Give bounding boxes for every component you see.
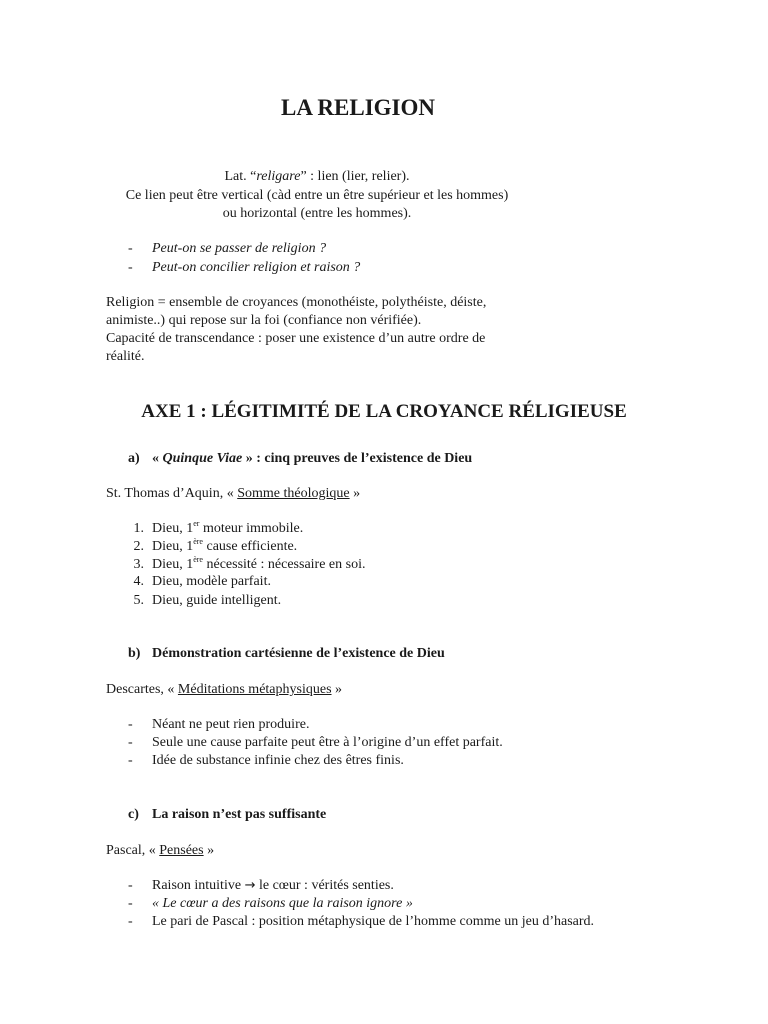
proof-text: nécessité : nécessaire en soi. xyxy=(202,557,366,572)
point-bullet: - xyxy=(128,896,133,911)
source-work-title: Somme théologique xyxy=(237,486,350,501)
source-pascal xyxy=(106,842,214,860)
source-prefix: St. Thomas d’Aquin, « xyxy=(106,486,238,501)
source-suffix: » xyxy=(203,843,215,858)
question-item: Peut-on concilier religion et raison ? xyxy=(152,260,361,275)
proof-text: Dieu, 1 xyxy=(152,521,194,536)
proof-text: cause efficiente. xyxy=(202,539,298,554)
etymology-suffix: ” : lien (lier, relier). xyxy=(300,169,410,184)
point-item: Néant ne peut rien produire. xyxy=(152,717,310,732)
proof-item xyxy=(152,520,303,538)
point-bullet: - xyxy=(128,878,133,893)
proof-text: moteur immobile. xyxy=(199,521,304,536)
source-suffix: » xyxy=(331,682,343,697)
proof-number: 2. xyxy=(133,539,144,554)
proof-superscript: ère xyxy=(193,537,203,546)
proof-text: Dieu, 1 xyxy=(152,539,194,554)
subsection-label-c: c) xyxy=(128,807,139,822)
point-bullet: - xyxy=(128,717,133,732)
section-title-axe-1: AXE 1 : LÉGITIMITÉ DE LA CROYANCE RÉLIGIEUSE xyxy=(141,401,627,422)
proof-superscript: er xyxy=(193,519,200,528)
source-suffix: » xyxy=(349,486,361,501)
subsection-label-a: a) xyxy=(128,451,140,466)
proof-item: Dieu, guide intelligent. xyxy=(152,593,282,608)
definition-line: animiste..) qui repose sur la foi (confiance non vérifiée). xyxy=(106,313,422,328)
etymology-word: religare xyxy=(256,169,301,184)
question-bullet: - xyxy=(128,241,133,256)
right-arrow-icon: → xyxy=(244,878,256,893)
proof-item xyxy=(152,538,297,556)
point-item: Seule une cause parfaite peut être à l’origine d’un effet parfait. xyxy=(152,735,503,750)
subsection-heading-a xyxy=(152,450,472,468)
proof-item: Dieu, modèle parfait. xyxy=(152,574,271,589)
quinque-viae-title: Quinque Viae xyxy=(162,451,243,466)
source-prefix: Pascal, « xyxy=(106,843,160,858)
heading-rest: » : cinq preuves de l’existence de Dieu xyxy=(242,451,473,466)
point-text: Raison intuitive xyxy=(152,878,245,893)
proof-number: 5. xyxy=(133,593,144,608)
definition-line: Religion = ensemble de croyances (monothéiste, polythéiste, déiste, xyxy=(106,295,487,310)
definition-line: réalité. xyxy=(106,349,145,364)
etymology-line-2: Ce lien peut être vertical (càd entre un être supérieur et les hommes) xyxy=(125,188,509,203)
quote-open: « xyxy=(152,451,163,466)
point-item-quote: « Le cœur a des raisons que la raison ignore » xyxy=(152,896,413,911)
subsection-heading-c: La raison n’est pas suffisante xyxy=(152,807,327,822)
etymology-prefix: Lat. “ xyxy=(224,169,257,184)
proof-item xyxy=(152,556,365,574)
page-title: LA RELIGION xyxy=(280,95,435,120)
question-item: Peut-on se passer de religion ? xyxy=(152,241,327,256)
point-bullet: - xyxy=(128,735,133,750)
proof-number: 3. xyxy=(133,557,144,572)
subsection-label-b: b) xyxy=(128,646,141,661)
source-descartes xyxy=(106,681,342,699)
definition-line: Capacité de transcendance : poser une existence d’un autre ordre de xyxy=(106,331,486,346)
point-item: Le pari de Pascal : position métaphysique de l’homme comme un jeu d’hasard. xyxy=(152,914,595,929)
source-work-title: Pensées xyxy=(159,843,204,858)
point-bullet: - xyxy=(128,914,133,929)
etymology-line-3: ou horizontal (entre les hommes). xyxy=(222,206,412,221)
proof-superscript: ère xyxy=(193,555,203,564)
proof-number: 1. xyxy=(133,521,144,536)
point-bullet: - xyxy=(128,753,133,768)
proof-number: 4. xyxy=(133,574,144,589)
source-thomas xyxy=(106,485,360,503)
subsection-heading-b: Démonstration cartésienne de l’existence de Dieu xyxy=(152,646,445,661)
point-text: le cœur : vérités senties. xyxy=(255,878,394,893)
etymology-line-1 xyxy=(0,168,634,186)
proof-text: Dieu, 1 xyxy=(152,557,194,572)
source-prefix: Descartes, « xyxy=(106,682,178,697)
source-work-title: Méditations métaphysiques xyxy=(177,682,332,697)
point-item xyxy=(152,877,394,895)
point-item: Idée de substance infinie chez des êtres finis. xyxy=(152,753,404,768)
question-bullet: - xyxy=(128,260,133,275)
